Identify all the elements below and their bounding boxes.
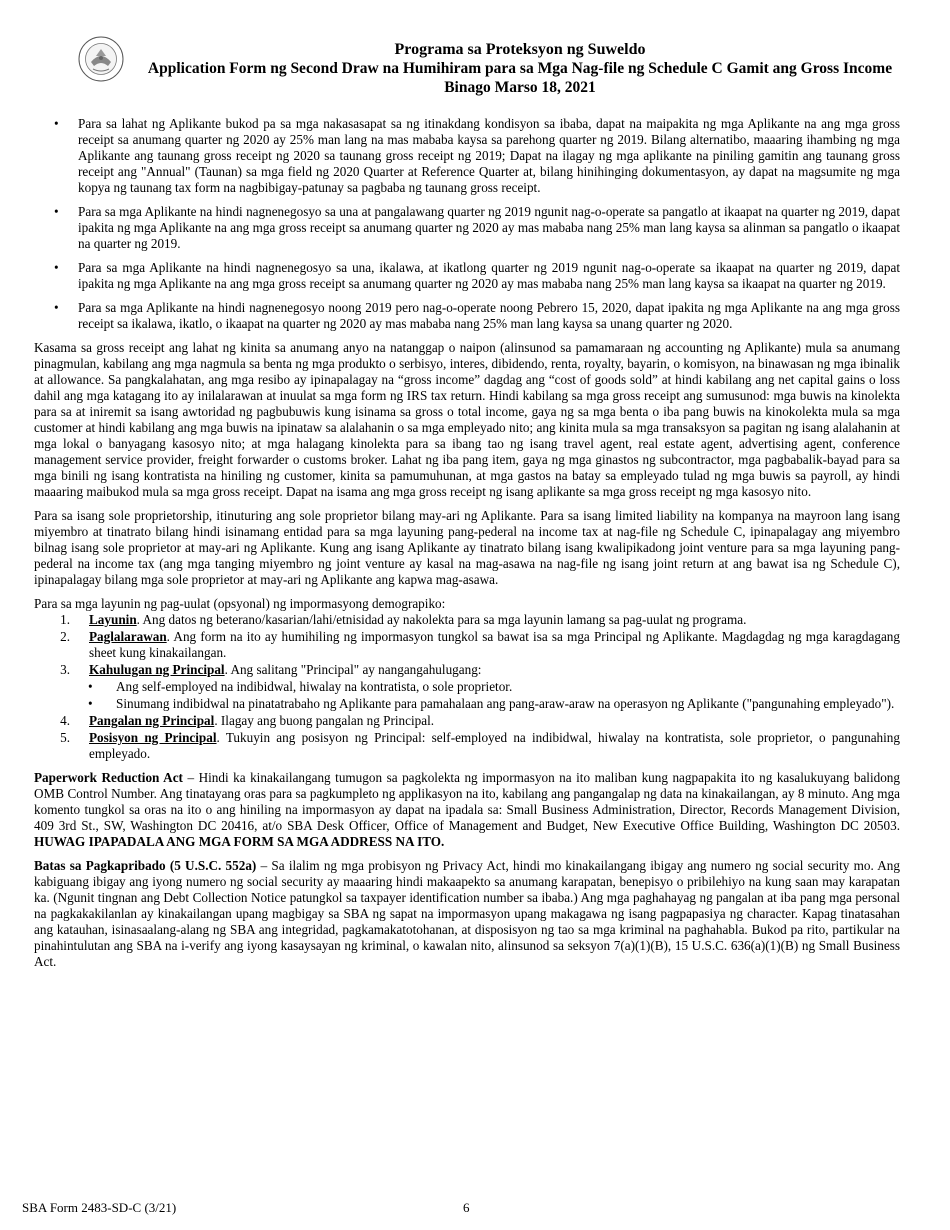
eligibility-bullet-list <box>34 116 900 332</box>
document-subtitle: Application Form ng Second Draw na Humihiram para sa Mga Nag-file ng Schedule C Gamit ang Gross Income <box>147 60 893 77</box>
demographic-numbered-list-cont <box>34 713 900 762</box>
list-item <box>34 612 900 628</box>
revision-date: Binago Marso 18, 2021 <box>444 79 596 96</box>
principal-definition-list <box>34 679 900 712</box>
list-item: • Para sa mga Aplikante na hindi nagnenegosyo sa una at pangalawang quarter ng 2019 ngunit nag-o-operate sa pangatlo at ikaapat na quarter ng 2019, dapat ipakita ng mga Aplikante na ang mga gross receipt sa anumang quarter ng 2020 ay mas mababa nang 25% man lang kaysa sa alinman sa pangatlo o ikaapat na quarter ng 2019. <box>78 204 900 252</box>
item-term: Layunin <box>89 612 137 627</box>
item-number: 1. <box>60 612 70 627</box>
page-number: 6 <box>463 1200 470 1215</box>
list-item <box>34 730 900 762</box>
item-text: . Ang form na ito ay humihiling ng impormasyon tungkol sa bawat isa sa mga Principal ng Aplikante. Magdagdag ng mga karagdagang sheet kung kinakailangan. <box>89 629 900 660</box>
item-number: 4. <box>60 713 70 728</box>
demographic-intro: Para sa mga layunin ng pag-uulat (opsyonal) ng impormasyong demograpiko: <box>34 596 446 611</box>
item-text: . Ang datos ng beterano/kasarian/lahi/etnisidad ay nakolekta para sa mga layunin lamang sa pag-uulat ng programa. <box>136 612 747 627</box>
item-term: Kahulugan ng Principal <box>89 662 225 677</box>
gross-receipts-paragraph: Kasama sa gross receipt ang lahat ng kinita sa anumang anyo na natanggap o naipon (alinsunod sa pamamaraan ng accounting ng Aplikante) mula sa anumang pinagmulan, kabilang ang mga nagmula sa benta ng mga produkto o serbisyo, interes, dibidendo, renta, royalty, bayarin, o komisyon, na binawasan ng mga ibinalik at allowance. Sa pangkalahatan, ang mga resibo ay ipinapalagay na “gross income” dagdag ang “cost of goods sold” at hindi kabilang ang net capital gains o loss dahil ang mga katagang ito ay inilalarawan at inuulat sa mga form ng IRS tax return. Hindi kabilang sa mga gross receipt ang sumusunod: mga buwis na kinolekta para sa at iniremit sa isang awtoridad ng pagbubuwis kung isinama sa gross o total income, gaya ng sa mga benta o iba pang buwis na kinokolekta mula sa mga customer at hindi kabilang ang mga buwis na ipinataw sa alalahanin o sa mga empleyado nito; ang kinita mula sa mga transaksyon sa pagitan ng isang alalahanin at mga lokal o banyagang kasosyo nito; at mga halagang kinolekta para sa ibang tao ng isang travel agent, real estate agent, advertising agent, conference management service provider, freight forwarder o customs broker. Lahat ng iba pang item, gaya ng mga ginastos ng subcontractor, mga pagbabalik-bayad para sa mga binili ng isang kontratista na hiniling ng customer, kinita sa pamumuhunan, at mga gastos na batay sa empleyado tulad ng mga buwis sa payroll, ay hindi maaaring maibukod mula sa mga gross receipt. Dapat na isama ang mga gross receipt ng isang aplikante sa mga gross receipt ng mga kasosyo nito. <box>34 340 900 499</box>
list-item <box>34 629 900 661</box>
document-body <box>34 116 900 978</box>
privacy-title: Batas sa Pagkapribado (5 U.S.C. 552a) <box>34 858 257 873</box>
item-text: . Tukuyin ang posisyon ng Principal: self-employed na indibidwal, hiwalay na kontratista, sole proprietor, o pangunahing empleyado. <box>89 730 900 761</box>
paperwork-warning: HUWAG IPAPADALA ANG MGA FORM SA MGA ADDRESS NA ITO. <box>34 834 445 849</box>
item-text: . Ang salitang "Principal" ay nangangahulugang: <box>224 662 482 677</box>
list-item: • Para sa mga Aplikante na hindi nagnenegosyo sa una, ikalawa, at ikatlong quarter ng 2019 ngunit nag-o-operate sa ikaapat na quarter ng 2019, dapat ipakita ng mga Aplikante na ang mga gross receipt sa anumang quarter ng 2020 ay mas mababa nang 25% man lang kaysa sa ikaapat na quarter ng 2019. <box>78 260 900 292</box>
list-item: • Para sa mga Aplikante na hindi nagnenegosyo noong 2019 pero nag-o-operate noong Pebrero 15, 2020, dapat ipakita ng mga Aplikante na ang mga gross receipt sa ikalawa, ikatlo, o ikaapat na quarter ng 2020 ay mas mababa nang 25% man lang kaysa sa unang quarter ng 2020. <box>78 300 900 332</box>
list-item: • Para sa lahat ng Aplikante bukod pa sa mga nakasasapat sa ng itinakdang kondisyon sa ibaba, dapat na maipakita ng mga Aplikante na ang mga gross receipt sa anumang quarter ng 2020 ay 25% man lang na mas mababa kaysa sa parehong quarter ng 2019. Bilang alternatibo, maaaring ihambing ng mga Aplikante ang taunang gross receipt ng 2020 sa taunang gross receipt ng 2019; Dapat na ilagay ng mga aplikante na piniling gamitin ang taunang gross receipt ang "Annual" (Taunan) sa mga field ng 2020 Quarter at Reference Quarter at, bilang hinihinging dokumentasyon, ay dapat na magsumite ng mga kopya ng taunang tax form na nagbibigay-patunay sa pagbaba ng taunang gross receipt. <box>78 116 900 196</box>
privacy-text: – Sa ilalim ng mga probisyon ng Privacy Act, hindi mo kinakailangang ibigay ang numero ng social security mo. Ang kabiguang ibigay ang iyong numero ng social security ay maaaring hindi makaapekto sa anumang karapatan, benepisyo o pribilehiyo na kung saan may karapatan ka. (Ngunit tingnan ang Debt Collection Notice patungkol sa taxpayer identification number sa ibaba.) Ang mga paghahayag ng pangalan at iba pang mga personal na pagkakakilanlan ay kinakailangan upang magbigay sa SBA ng sapat na impormasyon upang makagawa ng isang pagpapasiya ng character. Kapag tinatasahan ang katauhan, isinasaalang-alang ng SBA ang integridad, pagkamakatotohanan, at disposisyon ng tao sa mga kriminal na paghahabla. Bukod pa rito, partikular na pinahintulutan ang SBA na i-verify ang iyong kasaysayan ng kriminal, o kawalan nito, alinsunod sa seksyon 7(a)(1)(B), 15 U.S.C. 636(a)(1)(B) ng Small Business Act. <box>34 858 900 969</box>
list-item <box>34 713 900 729</box>
list-item <box>34 662 900 678</box>
item-text: . Ilagay ang buong pangalan ng Principal. <box>214 713 435 728</box>
list-item: • Ang self-employed na indibidwal, hiwalay na kontratista, o sole proprietor. <box>116 679 900 695</box>
item-number: 3. <box>60 662 70 677</box>
item-term: Paglalarawan <box>89 629 167 644</box>
form-id: SBA Form 2483-SD-C (3/21) <box>22 1200 177 1215</box>
paperwork-title: Paperwork Reduction Act <box>34 770 183 785</box>
item-term: Posisyon ng Principal <box>89 730 217 745</box>
item-number: 5. <box>60 730 70 745</box>
document-header <box>0 40 950 97</box>
document-title: Programa sa Proteksyon ng Suweldo <box>394 41 646 58</box>
demographic-numbered-list <box>34 612 900 678</box>
paperwork-text: – Hindi ka kinakailangang tumugon sa pagkolekta ng impormasyon na ito maliban kung nagpapakita ito ng kasalukuyang balidong OMB Control Number. Ang tinatayang oras para sa pagkumpleto ng applikasyon na ito, kabilang ang pangangalap ng data na kinakailangan, ay 8 minuto. Ang mga komento tungkol sa oras na ito o ang hiniling na impormasyon ay dapat na ipadala sa: Small Business Administration, Director, Records Management Division, 409 3rd St., SW, Washington DC 20416, at/o SBA Desk Officer, Office of Management and Budget, New Executive Office Building, Washington DC 20503. <box>34 770 900 833</box>
list-item: • Sinumang indibidwal na pinatatrabaho ng Aplikante para pamahalaan ang pang-araw-araw na operasyon ng Aplikante ("pangunahing empleyado"). <box>116 696 900 712</box>
privacy-act-paragraph <box>34 858 900 970</box>
paperwork-reduction-paragraph <box>34 770 900 850</box>
item-term: Pangalan ng Principal <box>89 713 215 728</box>
sole-proprietor-paragraph: Para sa isang sole proprietorship, itinuturing ang sole proprietor bilang may-ari ng Aplikante. Para sa isang limited liability na kompanya na mayroon lang isang miyembro at tinatrato bilang hindi isinamang entidad para sa mga layuning pang-pederal na income tax at nag-file ng Schedule C, ipinapalagay ang miyembro bilnag isang sole proprietor at may-ari ng Aplikante. Kung ang isang Aplikante ay tinatrato bilang isang kwalipikadong joint venture para sa mga layuning pang-pederal na income tax (ang mga tanging miyembro ng joint venture ay kasal na mag-asawa na nag-file ng isang joint return at ang bawat isa ng Schedule C), ipinapalagay bilang mga sole proprietor at may-ari ng Aplikante ang kapwa mag-asawa. <box>34 508 900 587</box>
item-number: 2. <box>60 629 70 644</box>
